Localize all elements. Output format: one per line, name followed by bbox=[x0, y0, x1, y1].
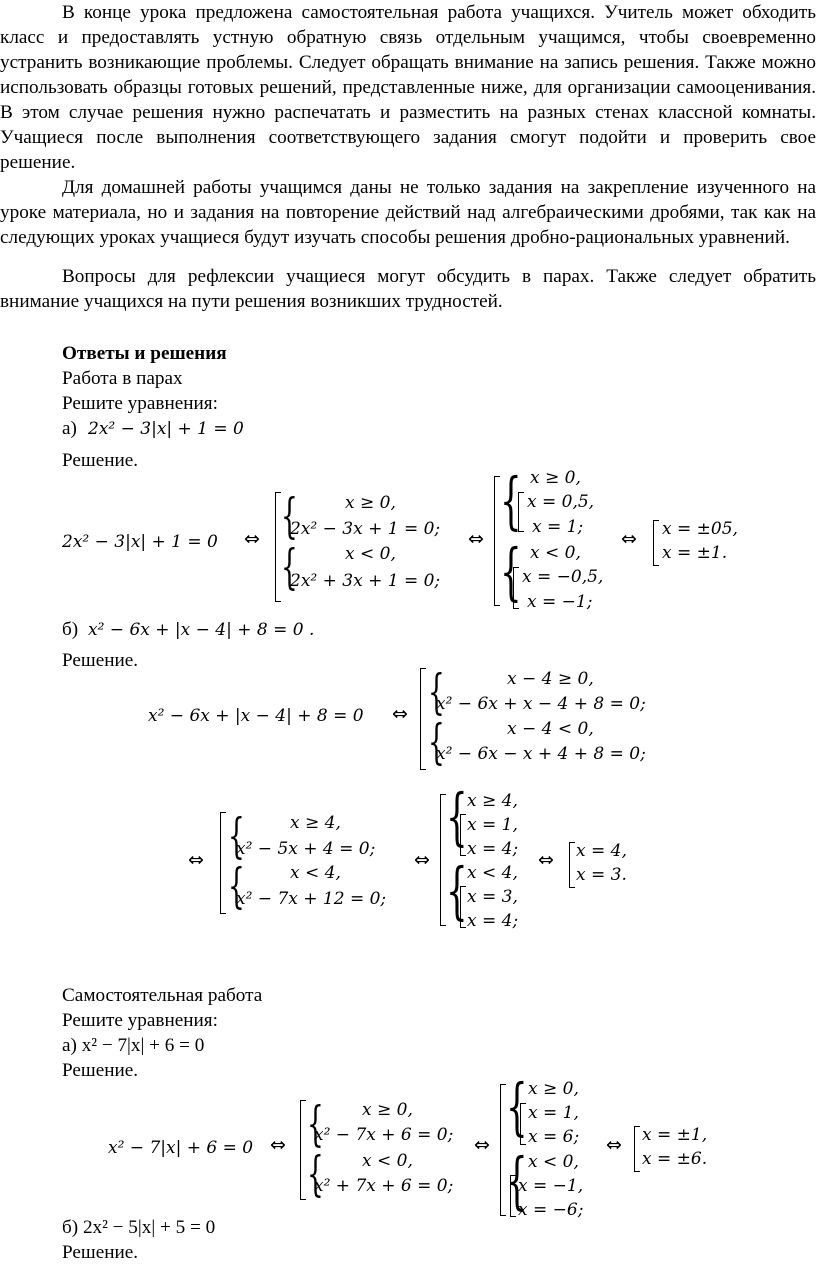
solution-b-label: Решение. bbox=[62, 650, 139, 671]
task-b-label: б) bbox=[62, 619, 79, 640]
math-line: x < 4, bbox=[290, 863, 341, 883]
system-brace: { bbox=[506, 1070, 528, 1143]
math-line: 2x² − 3x + 1 = 0; bbox=[290, 519, 441, 539]
math-line: x − 4 < 0, bbox=[507, 719, 594, 739]
task-a-label: а) bbox=[62, 418, 77, 439]
set-bracket bbox=[420, 668, 426, 770]
math-line: x = −6; bbox=[518, 1200, 584, 1220]
pair-work-label: Работа в парах bbox=[62, 368, 183, 389]
math-line: x ≥ 4, bbox=[467, 791, 518, 811]
math-line: x² − 6x + x − 4 + 8 = 0; bbox=[436, 694, 646, 714]
math-line: x² − 5x + 4 = 0; bbox=[236, 839, 376, 859]
set-bracket bbox=[460, 814, 466, 856]
math-line: x = −0,5, bbox=[522, 567, 604, 587]
math-line: x = 4; bbox=[467, 839, 519, 859]
math-line: 2x² + 3x + 1 = 0; bbox=[290, 571, 441, 591]
intro-paragraph-1: В конце урока предложена самостоятельная работа учащихся. Учитель может обходить класс и предоставлять устную обратную связь отдельным учащимся, чтобы своевременно устранить возникающие проблемы. Следует обращать внимание на запись решения. Также можно использовать образцы готовых решений, представленные ниже, для организации самооценивания. В этом случае решения нужно распечатать и разместить на разных стенах классной комнаты. Учащиеся после выполнения соответствующего задания смогут подойти и проверить свое решение. bbox=[0, 2, 816, 173]
math-line: x² − 7x + 12 = 0; bbox=[236, 889, 387, 909]
math-line: x ≥ 0, bbox=[345, 493, 396, 513]
set-bracket bbox=[518, 492, 524, 532]
b-lhs: x² − 6x + |x − 4| + 8 = 0 bbox=[148, 706, 364, 726]
intro-paragraph-3: Вопросы для рефлексии учащиеся могут обсудить в парах. Также следует обратить внимание учащихся на пути решения возникших трудностей. bbox=[0, 266, 816, 312]
independent-solve-label: Решите уравнения: bbox=[62, 1010, 218, 1031]
equiv-icon: ⇔ bbox=[188, 849, 204, 871]
system-brace: { bbox=[281, 539, 298, 595]
intro-paragraph-2: Для домашней работы учащимся даны не только задания на закрепление изученного на уроке материала, но и задания на повторение действий над алгебраическими дробями, так как на следующих уроках учащиеся будут изучать способы решения дробно-рациональных уравнений. bbox=[0, 177, 816, 248]
equiv-icon: ⇔ bbox=[621, 528, 637, 550]
math-line: x ≥ 0, bbox=[530, 468, 581, 488]
math-line: x − 4 ≥ 0, bbox=[507, 669, 594, 689]
math-line: x = 1, bbox=[528, 1103, 579, 1123]
math-line: x = 4; bbox=[467, 911, 519, 931]
set-bracket bbox=[520, 1103, 526, 1145]
system-brace: { bbox=[428, 664, 445, 720]
math-line: x = −1; bbox=[527, 592, 593, 612]
set-bracket bbox=[569, 842, 575, 888]
set-bracket bbox=[460, 886, 466, 928]
math-line: x ≥ 0, bbox=[528, 1079, 579, 1099]
math-line: x² − 7x + 6 = 0; bbox=[314, 1125, 454, 1145]
math-line: x ≥ 4, bbox=[290, 813, 341, 833]
system-brace: { bbox=[228, 858, 245, 914]
math-line: x² + 7x + 6 = 0; bbox=[314, 1176, 454, 1196]
system-brace: { bbox=[500, 535, 522, 608]
system-brace: { bbox=[500, 464, 522, 537]
math-line: x = −1, bbox=[518, 1176, 584, 1196]
set-bracket bbox=[300, 1100, 306, 1200]
system-brace: { bbox=[307, 1146, 324, 1202]
equiv-icon: ⇔ bbox=[414, 849, 430, 871]
set-bracket bbox=[513, 567, 519, 609]
system-brace: { bbox=[446, 854, 468, 927]
math-line: x < 4, bbox=[467, 863, 518, 883]
system-brace: { bbox=[446, 780, 468, 853]
independent-solution-b-label: Решение. bbox=[62, 1242, 139, 1263]
equiv-icon: ⇔ bbox=[270, 1134, 286, 1156]
equiv-icon: ⇔ bbox=[468, 528, 484, 550]
set-bracket bbox=[653, 520, 659, 566]
system-brace: { bbox=[506, 1144, 528, 1217]
math-line: x² − 6x − x + 4 + 8 = 0; bbox=[436, 744, 646, 764]
independent-title: Самостоятельная работа bbox=[62, 985, 263, 1006]
math-line: x = ±1. bbox=[662, 543, 728, 563]
equiv-icon: ⇔ bbox=[538, 849, 554, 871]
math-line: x < 0, bbox=[362, 1151, 413, 1171]
system-brace: { bbox=[281, 488, 298, 544]
independent-task-b: б) 2x² − 5|x| + 5 = 0 bbox=[62, 1217, 216, 1238]
system-brace: { bbox=[228, 808, 245, 864]
math-line: x = ±1, bbox=[642, 1125, 708, 1145]
equiv-icon: ⇔ bbox=[392, 703, 408, 725]
math-line: x = 3. bbox=[576, 865, 627, 885]
answers-heading: Ответы и решения bbox=[62, 343, 227, 364]
math-line: x < 0, bbox=[528, 1152, 579, 1172]
math-line: x = 4, bbox=[576, 841, 627, 861]
math-line: x < 0, bbox=[530, 543, 581, 563]
set-bracket bbox=[510, 1175, 516, 1217]
solution-a-label: Решение. bbox=[62, 450, 139, 471]
math-line: x ≥ 0, bbox=[362, 1100, 413, 1120]
independent-task-a: а) x² − 7|x| + 6 = 0 bbox=[62, 1035, 205, 1056]
math-line: x = 1; bbox=[532, 517, 584, 537]
task-b-equation: x² − 6x + |x − 4| + 8 = 0 . bbox=[88, 620, 315, 640]
math-line: x = 6; bbox=[528, 1127, 580, 1147]
math-line: x = 1, bbox=[467, 815, 518, 835]
system-brace: { bbox=[307, 1096, 324, 1152]
math-line: x = 0,5, bbox=[527, 492, 595, 512]
a-lhs: 2x² − 3|x| + 1 = 0 bbox=[62, 532, 218, 552]
independent-solution-a-label: Решение. bbox=[62, 1060, 139, 1081]
math-line: x = ±05, bbox=[662, 519, 738, 539]
ind-a-lhs: x² − 7|x| + 6 = 0 bbox=[108, 1138, 254, 1158]
equiv-icon: ⇔ bbox=[606, 1134, 622, 1156]
solve-label: Решите уравнения: bbox=[62, 393, 218, 414]
equiv-icon: ⇔ bbox=[474, 1134, 490, 1156]
task-a-equation: 2x² − 3|x| + 1 = 0 bbox=[88, 419, 244, 439]
equiv-icon: ⇔ bbox=[244, 528, 260, 550]
system-brace: { bbox=[428, 714, 445, 770]
math-line: x = 3, bbox=[467, 887, 518, 907]
math-line: x = ±6. bbox=[642, 1149, 708, 1169]
set-bracket bbox=[634, 1126, 640, 1172]
set-bracket bbox=[220, 812, 226, 914]
math-line: x < 0, bbox=[345, 544, 396, 564]
